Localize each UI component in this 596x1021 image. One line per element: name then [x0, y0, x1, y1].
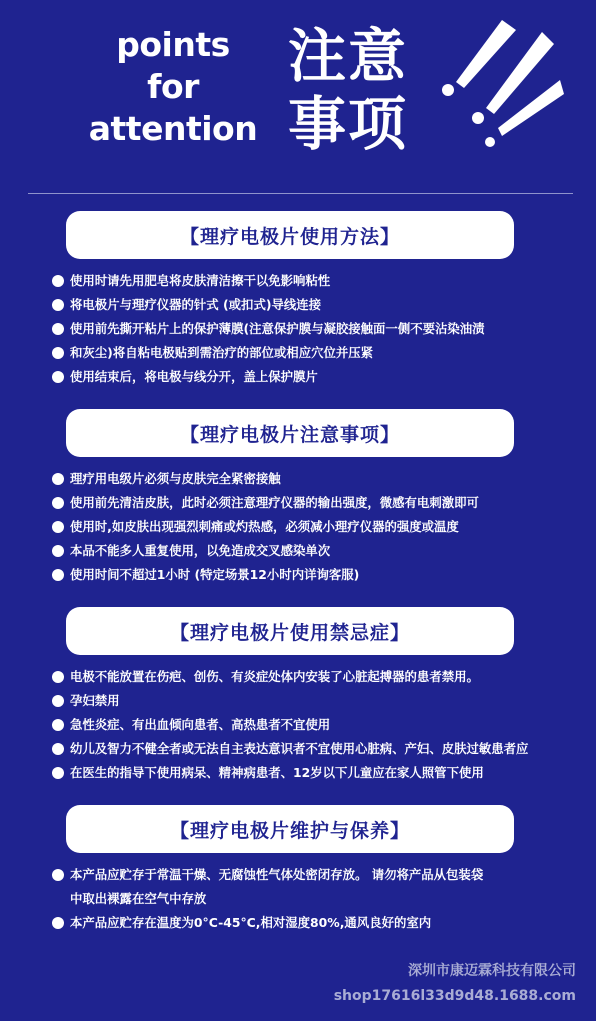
- section-title-precautions: 【理疗电极片注意事项】: [66, 409, 514, 457]
- chinese-title-line: 事项: [288, 90, 409, 158]
- bullet-dot-icon: [52, 275, 64, 287]
- list-item-text: 和灰尘)将自粘电极贴到需治疗的部位或相应穴位并压紧: [70, 345, 374, 360]
- list-item: [52, 491, 479, 515]
- list-item: [52, 689, 528, 713]
- bullet-dot-icon: [52, 521, 64, 533]
- list-item: [52, 563, 479, 587]
- section-list-contraindications: [52, 665, 528, 785]
- list-item: [52, 515, 479, 539]
- section-title-maintenance: 【理疗电极片维护与保养】: [66, 805, 514, 853]
- list-item-text: 理疗用电级片必须与皮肤完全紧密接触: [70, 471, 281, 486]
- list-item: [52, 467, 479, 491]
- list-item: [52, 539, 479, 563]
- section-title-contraindications: 【理疗电极片使用禁忌症】: [66, 607, 514, 655]
- list-item-continuation: [52, 887, 483, 911]
- list-item-text: 中取出裸露在空气中存放: [70, 891, 207, 906]
- english-title-line: for: [147, 67, 199, 106]
- list-item: [52, 665, 528, 689]
- bullet-dot-icon: [52, 545, 64, 557]
- list-item-text: 在医生的指导下使用病呆、精神病患者、12岁以下儿童应在家人照管下使用: [70, 765, 484, 780]
- english-title-line: attention: [88, 109, 258, 148]
- list-item-text: 幼儿及智力不健全者或无法自主表达意识者不宜使用心脏病、产妇、皮肤过敏患者应: [70, 741, 529, 756]
- bullet-dot-icon: [52, 323, 64, 335]
- list-item-text: 本产品应贮存于常温干燥、无腐蚀性气体处密闭存放。 请勿将产品从包装袋: [70, 867, 484, 882]
- bullet-dot-icon: [52, 671, 64, 683]
- exclamation-burst-icon: [438, 18, 568, 148]
- english-title: [88, 24, 258, 150]
- list-item-text: 使用前先清洁皮肤，此时必须注意理疗仪器的输出强度，微感有电刺激即可: [70, 495, 479, 510]
- bullet-dot-icon: [52, 917, 64, 929]
- section-list-usage: [52, 269, 485, 389]
- bullet-dot-icon: [52, 371, 64, 383]
- list-item: [52, 341, 485, 365]
- list-item: [52, 365, 485, 389]
- list-item: [52, 713, 528, 737]
- bullet-dot-icon: [52, 869, 64, 881]
- list-item: [52, 269, 485, 293]
- bullet-dot-icon: [52, 695, 64, 707]
- list-item-text: 使用前先撕开粘片上的保护薄膜(注意保护膜与凝胶接触面一侧不要沾染油渍: [70, 321, 485, 336]
- list-item-text: 使用时请先用肥皂将皮肤清洁擦干以免影响粘性: [70, 273, 331, 288]
- list-item-text: 将电极片与理疗仪器的针式 (或扣式)导线连接: [70, 297, 322, 312]
- list-item: [52, 863, 483, 887]
- list-item: [52, 911, 483, 935]
- chinese-title: [288, 22, 418, 158]
- bullet-dot-icon: [52, 767, 64, 779]
- section-list-precautions: [52, 467, 479, 587]
- bullet-dot-icon: [52, 743, 64, 755]
- section-list-maintenance: [52, 863, 483, 935]
- footer-company: 深圳市康迈霖科技有限公司: [408, 963, 576, 979]
- bullet-dot-icon: [52, 299, 64, 311]
- section-title-usage: 【理疗电极片使用方法】: [66, 211, 514, 259]
- list-item: [52, 761, 528, 785]
- english-title-line: points: [116, 25, 230, 64]
- list-item-text: 使用时间不超过1小时 (特定场景12小时内详询客服): [70, 567, 360, 582]
- footer-shop-url: shop17616l33d9d48.1688.com: [333, 988, 576, 1004]
- list-item: [52, 293, 485, 317]
- bullet-dot-icon: [52, 347, 64, 359]
- list-item-text: 电极不能放置在伤疤、创伤、有炎症处体内安装了心脏起搏器的患者禁用。: [70, 669, 479, 684]
- list-item: [52, 317, 485, 341]
- bullet-dot-icon: [52, 719, 64, 731]
- list-item: [52, 737, 528, 761]
- list-item-text: 孕妇禁用: [70, 693, 120, 708]
- list-item-text: 本品不能多人重复使用，以免造成交叉感染单次: [70, 543, 331, 558]
- header-divider: [28, 193, 573, 194]
- bullet-dot-icon: [52, 569, 64, 581]
- list-item-text: 本产品应贮存在温度为0°C-45°C,相对湿度80%,通风良好的室内: [70, 915, 432, 930]
- bullet-dot-icon: [52, 497, 64, 509]
- list-item-text: 急性炎症、有出血倾向患者、高热患者不宜使用: [70, 717, 331, 732]
- list-item-text: 使用时,如皮肤出现强烈刺痛或灼热感，必须减小理疗仪器的强度或温度: [70, 519, 459, 534]
- bullet-dot-icon: [52, 473, 64, 485]
- list-item-text: 使用结束后，将电极与线分开，盖上保护膜片: [70, 369, 318, 384]
- chinese-title-line: 注意: [288, 22, 409, 90]
